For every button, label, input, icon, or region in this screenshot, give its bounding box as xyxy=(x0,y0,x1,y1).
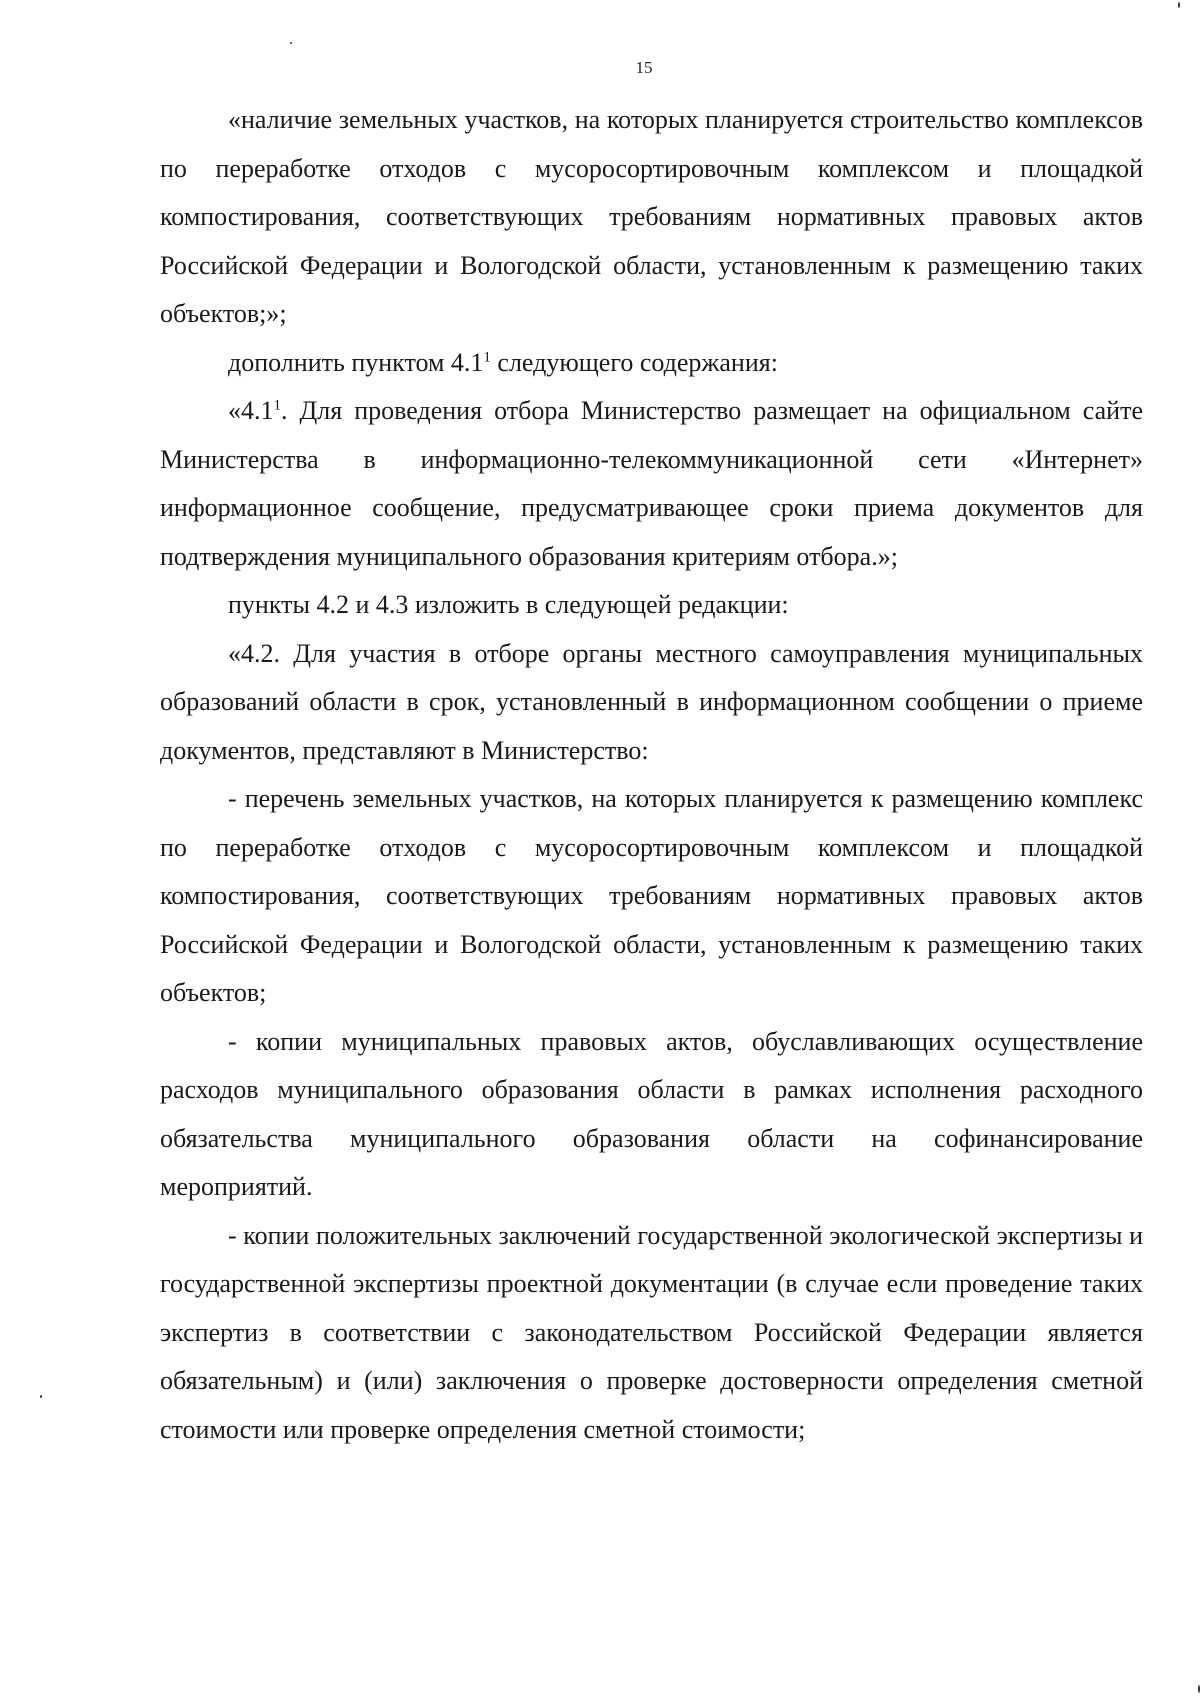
superscript: 1 xyxy=(273,397,281,414)
paragraph-add-point-4-1-1 xyxy=(160,339,1143,388)
paragraph-criteria-land-plots: «наличие земельных участков, на которых планируется строительство комплексов по переработке отходов с мусоросортировочным комплексом и площадкой компостирования, соответствующих требованиям нормативных правовых актов Российской Федерации и Вологодской области, установленным к размещению таких объектов;»; xyxy=(160,105,1143,328)
paragraph-point-4-1-1 xyxy=(160,387,1143,581)
scan-speck xyxy=(290,42,292,44)
list-item-expert-conclusions: - копии положительных заключений государственной экологической экспертизы и государственной экспертизы проектной документации (в случае если проведение таких экспертиз в соответствии с законодательством Российской Федерации является обязательным) и (или) заключения о проверке достоверности определения сметной стоимости или проверке определения сметной стоимости; xyxy=(160,1220,1143,1444)
page-number: 15 xyxy=(635,58,653,77)
document-body xyxy=(160,96,1143,1454)
superscript: 1 xyxy=(483,348,491,365)
paragraph-text: следующего содержания: xyxy=(490,347,778,377)
paragraph-text: дополнить пунктом 4.1 xyxy=(228,347,484,377)
paragraph-text: . Для проведения отбора Министерство размещает на официальном сайте Министерства в информационно-телекоммуникационной сети «Интернет» информационное сообщение, предусматривающее сроки приема документов для подтверждения муниципального образования критериям отбора.»; xyxy=(160,396,1143,571)
scan-speck xyxy=(1178,2,1180,8)
paragraph-text: «4.1 xyxy=(228,396,274,425)
paragraph-points-4-2-4-3: пункты 4.2 и 4.3 изложить в следующей редакции: xyxy=(228,590,789,619)
scan-speck xyxy=(40,1395,42,1398)
list-item-municipal-acts: - копии муниципальных правовых актов, обуславливающих осуществление расходов муниципального образования области в рамках исполнения расходного обязательства муниципального образования области на софинансирование мероприятий. xyxy=(160,1026,1143,1201)
paragraph-point-4-2: «4.2. Для участия в отборе органы местного самоуправления муниципальных образований области в срок, установленный в информационном сообщении о приеме документов, представляют в Министерство: xyxy=(160,638,1143,765)
list-item-land-plots: - перечень земельных участков, на которых планируется к размещению комплекс по переработке отходов с мусоросортировочным комплексом и площадкой компостирования, соответствующих требованиям нормативных правовых актов Российской Федерации и Вологодской области, установленным к размещению таких объектов; xyxy=(160,784,1143,1007)
